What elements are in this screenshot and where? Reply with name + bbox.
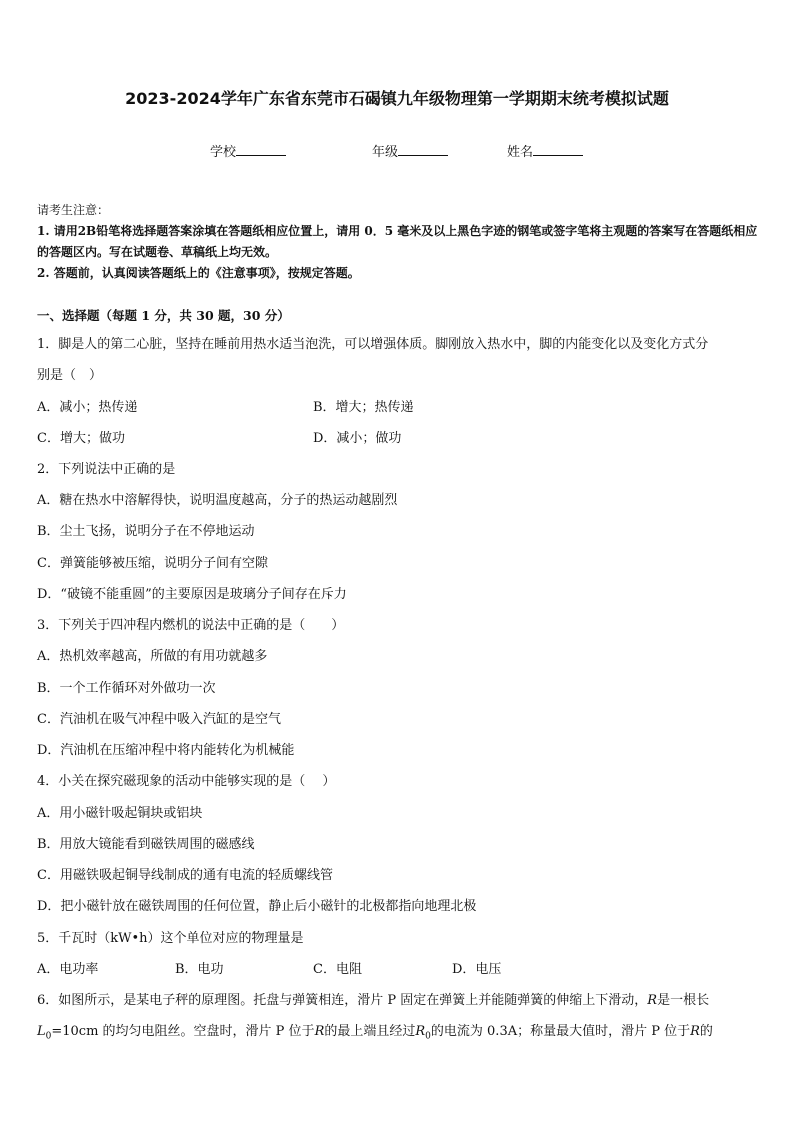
school-field — [210, 141, 286, 160]
q4-option-a: A．用小磁针吸起铜块或铝块 — [37, 806, 203, 821]
q6-var-r2: R — [314, 1024, 325, 1039]
q6-text-1b: 是一根长 — [657, 993, 710, 1008]
q5-option-a: A．电功率 — [37, 962, 99, 977]
school-label: 学校 — [210, 145, 237, 160]
notice-block — [37, 200, 762, 284]
exam-title: 2023-2024学年广东省东莞市石碣镇九年级物理第一学期期末统考模拟试题 — [125, 89, 669, 108]
q6-var-r0: R — [415, 1024, 426, 1039]
q4-option-b: B．用放大镜能看到磁铁周围的磁感线 — [37, 837, 255, 852]
q3-option-a: A．热机效率越高，所做的有用功就越多 — [37, 649, 268, 664]
q2-option-c: C．弹簧能够被压缩，说明分子间有空隙 — [37, 556, 268, 571]
q4-option-c: C．用磁铁吸起铜导线制成的通有电流的轻质螺线管 — [37, 868, 333, 883]
q5-option-c: C．电阻 — [313, 962, 362, 977]
q5-stem: 5．千瓦时（kW•h）这个单位对应的物理量是 — [37, 931, 304, 946]
section-heading: 一、选择题（每题 1 分，共 30 题，30 分） — [37, 308, 290, 323]
q4-stem: 4．小关在探究磁现象的活动中能够实现的是（ ） — [37, 774, 336, 789]
q1-option-a: A．减小；热传递 — [37, 400, 138, 415]
q1-option-c: C．增大；做功 — [37, 431, 125, 446]
q2-option-b: B．尘土飞扬，说明分子在不停地运动 — [37, 524, 255, 539]
q1-option-d: D．减小；做功 — [313, 431, 402, 446]
name-field — [507, 141, 583, 160]
q1-option-b: B．增大；热传递 — [313, 400, 414, 415]
q3-stem: 3．下列关于四冲程内燃机的说法中正确的是（ ） — [37, 618, 345, 633]
q1-stem-line2: 别是（ ） — [37, 368, 103, 383]
q2-option-a: A．糖在热水中溶解得快，说明温度越高，分子的热运动越剧烈 — [37, 493, 398, 508]
q5-option-d: D．电压 — [452, 962, 502, 977]
q3-option-b: B．一个工作循环对外做功一次 — [37, 681, 216, 696]
name-blank — [533, 142, 583, 156]
q6-stem-line1 — [37, 989, 709, 1008]
q2-option-d: D．“破镜不能重圆”的主要原因是玻璃分子间存在斥力 — [37, 587, 347, 602]
q3-option-d: D．汽油机在压缩冲程中将内能转化为机械能 — [37, 743, 295, 758]
q1-stem-line1: 1．脚是人的第二心脏，坚持在睡前用热水适当泡洗，可以增强体质。脚刚放入热水中，脚的内能变化以及变化方式分 — [37, 337, 709, 352]
notice-item-2: 2. 答题前，认真阅读答题纸上的《注意事项》，按规定答题。 — [37, 266, 360, 280]
grade-label: 年级 — [372, 145, 399, 160]
notice-heading: 请考生注意： — [37, 203, 110, 217]
school-blank — [236, 142, 286, 156]
q2-stem: 2．下列说法中正确的是 — [37, 462, 176, 477]
q4-option-d: D．把小磁针放在磁铁周围的任何位置，静止后小磁针的北极都指向地理北极 — [37, 899, 477, 914]
q6-sub-0b: 0 — [425, 1031, 431, 1042]
q6-text-2c: 的电流为 0.3A；称量最大值时，滑片 P 位于 — [430, 1024, 691, 1039]
q6-sub-0: 0 — [45, 1031, 52, 1042]
grade-field — [372, 141, 448, 160]
q6-stem-line2 — [37, 1020, 713, 1042]
name-label: 姓名 — [507, 145, 534, 160]
q6-text-1a: 6．如图所示，是某电子秤的原理图。托盘与弹簧相连，滑片 P 固定在弹簧上并能随弹簧的伸缩上下滑动， — [37, 993, 648, 1008]
q6-text-2d: 的 — [699, 1024, 713, 1039]
q6-var-r: R — [647, 993, 658, 1008]
q6-text-2a: =10cm 的均匀电阻丝。空盘时，滑片 P 位于 — [51, 1024, 315, 1039]
q6-var-r3: R — [690, 1024, 700, 1039]
q6-text-2b: 的最上端且经过 — [324, 1024, 416, 1039]
grade-blank — [398, 142, 448, 156]
notice-item-1: 1. 请用2B铅笔将选择题答案涂填在答题纸相应位置上，请用 0．5 毫米及以上黑色字迹的钢笔或签字笔将主观题的答案写在答题纸相应的答题区内。写在试题卷、草稿纸上均无效。 — [37, 224, 758, 259]
q6-var-l: L — [37, 1024, 46, 1039]
q5-option-b: B．电功 — [175, 962, 224, 977]
q3-option-c: C．汽油机在吸气冲程中吸入汽缸的是空气 — [37, 712, 281, 727]
